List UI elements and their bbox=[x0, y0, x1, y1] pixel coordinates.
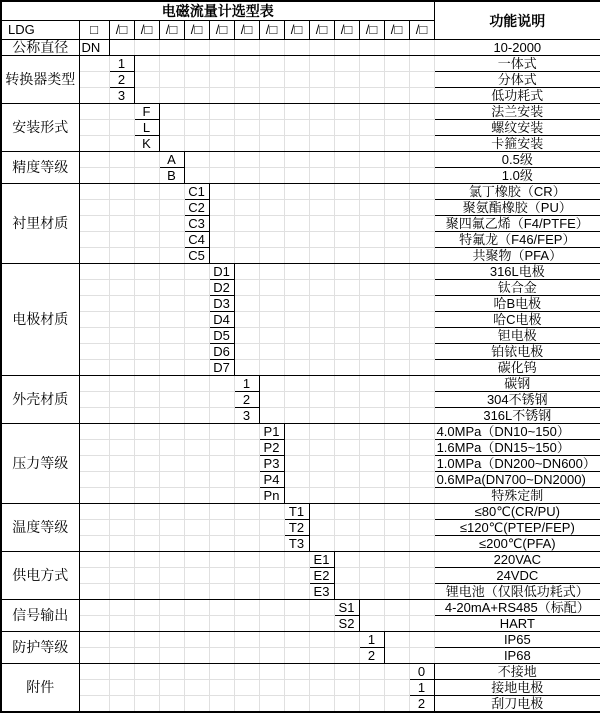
model-slot-box: /□ bbox=[334, 21, 359, 40]
table-row bbox=[1, 632, 600, 648]
description-cell: 特殊定制 bbox=[434, 488, 600, 504]
description-cell: 螺纹安装 bbox=[434, 120, 600, 136]
table-row bbox=[1, 184, 600, 200]
group-label: 防护等级 bbox=[1, 632, 79, 664]
description-cell: 304不锈钢 bbox=[434, 392, 600, 408]
description-cell: 1.0MPa（DN200~DN600） bbox=[434, 456, 600, 472]
table-row bbox=[1, 424, 600, 440]
group-label: 公称直径 bbox=[1, 40, 79, 56]
model-slot-box: /□ bbox=[134, 21, 159, 40]
group-label: 压力等级 bbox=[1, 424, 79, 504]
description-cell: 聚氨酯橡胶（PU） bbox=[434, 200, 600, 216]
description-cell: 特氟龙（F46/FEP） bbox=[434, 232, 600, 248]
table-row bbox=[1, 344, 600, 360]
table-row bbox=[1, 648, 600, 664]
code-cell: D6 bbox=[209, 344, 234, 360]
description-cell: 铂铱电极 bbox=[434, 344, 600, 360]
description-cell: 刮刀电极 bbox=[434, 696, 600, 713]
code-cell: D1 bbox=[209, 264, 234, 280]
code-cell: 2 bbox=[234, 392, 259, 408]
code-cell: 0 bbox=[409, 664, 434, 680]
description-cell: ≤120℃(PTEP/FEP) bbox=[434, 520, 600, 536]
table-row bbox=[1, 136, 600, 152]
code-cell: C2 bbox=[184, 200, 209, 216]
table-row bbox=[1, 72, 600, 88]
code-cell: P4 bbox=[259, 472, 284, 488]
description-cell: 低功耗式 bbox=[434, 88, 600, 104]
description-cell: IP65 bbox=[434, 632, 600, 648]
description-cell: 钽电极 bbox=[434, 328, 600, 344]
table-row bbox=[1, 408, 600, 424]
description-cell: 316L电极 bbox=[434, 264, 600, 280]
code-cell: A bbox=[159, 152, 184, 168]
model-slot-box: /□ bbox=[209, 21, 234, 40]
code-cell: D4 bbox=[209, 312, 234, 328]
code-cell: D3 bbox=[209, 296, 234, 312]
code-cell: D2 bbox=[209, 280, 234, 296]
code-cell: P1 bbox=[259, 424, 284, 440]
table-row bbox=[1, 440, 600, 456]
table-row bbox=[1, 552, 600, 568]
table-row bbox=[1, 296, 600, 312]
code-cell: C3 bbox=[184, 216, 209, 232]
description-cell: 卡箍安装 bbox=[434, 136, 600, 152]
description-cell: 分体式 bbox=[434, 72, 600, 88]
group-label: 供电方式 bbox=[1, 552, 79, 600]
code-cell: Pn bbox=[259, 488, 284, 504]
group-label: 附件 bbox=[1, 664, 79, 713]
model-slot-box: /□ bbox=[109, 21, 134, 40]
code-cell: E2 bbox=[309, 568, 334, 584]
table-row bbox=[1, 520, 600, 536]
description-cell: 哈B电极 bbox=[434, 296, 600, 312]
code-cell: F bbox=[134, 104, 159, 120]
code-cell: C1 bbox=[184, 184, 209, 200]
description-cell: ≤200℃(PFA) bbox=[434, 536, 600, 552]
model-prefix: LDG bbox=[1, 21, 79, 40]
description-cell: 共聚物（PFA） bbox=[434, 248, 600, 264]
description-cell: 锂电池（仅限低功耗式） bbox=[434, 584, 600, 600]
group-label: 温度等级 bbox=[1, 504, 79, 552]
table-row bbox=[1, 232, 600, 248]
table-row bbox=[1, 120, 600, 136]
code-cell: D7 bbox=[209, 360, 234, 376]
table-row bbox=[1, 104, 600, 120]
code-cell: C5 bbox=[184, 248, 209, 264]
code-cell: P3 bbox=[259, 456, 284, 472]
description-cell: 碳钢 bbox=[434, 376, 600, 392]
model-slot-box: /□ bbox=[184, 21, 209, 40]
code-cell: 1 bbox=[234, 376, 259, 392]
code-cell: 2 bbox=[109, 72, 134, 88]
model-slot-box: /□ bbox=[284, 21, 309, 40]
description-cell: 0.5级 bbox=[434, 152, 600, 168]
description-cell: 不接地 bbox=[434, 664, 600, 680]
function-column-header: 功能说明 bbox=[434, 1, 600, 40]
table-row bbox=[1, 584, 600, 600]
code-cell: B bbox=[159, 168, 184, 184]
model-slot-box: /□ bbox=[159, 21, 184, 40]
group-label: 衬里材质 bbox=[1, 184, 79, 264]
table-row bbox=[1, 696, 600, 713]
description-cell: 法兰安装 bbox=[434, 104, 600, 120]
code-cell: K bbox=[134, 136, 159, 152]
code-cell: 2 bbox=[409, 696, 434, 713]
model-slot-box: /□ bbox=[409, 21, 434, 40]
table-row bbox=[1, 280, 600, 296]
code-cell: S2 bbox=[334, 616, 359, 632]
code-cell: T3 bbox=[284, 536, 309, 552]
description-cell: HART bbox=[434, 616, 600, 632]
description-cell: 一体式 bbox=[434, 56, 600, 72]
table-row bbox=[1, 600, 600, 616]
description-cell: 220VAC bbox=[434, 552, 600, 568]
group-label: 电极材质 bbox=[1, 264, 79, 376]
description-cell: 1.0级 bbox=[434, 168, 600, 184]
table-row bbox=[1, 616, 600, 632]
table-row bbox=[1, 488, 600, 504]
model-slot-box: /□ bbox=[359, 21, 384, 40]
description-cell: 316L不锈钢 bbox=[434, 408, 600, 424]
description-cell: 0.6MPa(DN700~DN2000) bbox=[434, 472, 600, 488]
table-row bbox=[1, 376, 600, 392]
description-cell: IP68 bbox=[434, 648, 600, 664]
description-cell: 聚四氟乙烯（F4/PTFE） bbox=[434, 216, 600, 232]
table-row bbox=[1, 56, 600, 72]
code-cell: 1 bbox=[359, 632, 384, 648]
table-row bbox=[1, 392, 600, 408]
model-slot-box: /□ bbox=[259, 21, 284, 40]
code-cell: L bbox=[134, 120, 159, 136]
description-cell: 1.6MPa（DN15~150） bbox=[434, 440, 600, 456]
code-cell: E3 bbox=[309, 584, 334, 600]
description-cell: 接地电极 bbox=[434, 680, 600, 696]
title-row bbox=[1, 1, 600, 21]
table-row bbox=[1, 360, 600, 376]
table-row bbox=[1, 200, 600, 216]
code-cell: P2 bbox=[259, 440, 284, 456]
table-row bbox=[1, 568, 600, 584]
description-cell: 24VDC bbox=[434, 568, 600, 584]
code-cell: T2 bbox=[284, 520, 309, 536]
table-row bbox=[1, 264, 600, 280]
code-cell: C4 bbox=[184, 232, 209, 248]
table-row bbox=[1, 88, 600, 104]
table-row bbox=[1, 664, 600, 680]
table-row bbox=[1, 40, 600, 56]
table-row bbox=[1, 248, 600, 264]
table-row bbox=[1, 328, 600, 344]
code-cell: 3 bbox=[109, 88, 134, 104]
model-first-box: □ bbox=[79, 21, 109, 40]
model-slot-box: /□ bbox=[384, 21, 409, 40]
group-label: 精度等级 bbox=[1, 152, 79, 184]
code-cell: E1 bbox=[309, 552, 334, 568]
group-label: 安装形式 bbox=[1, 104, 79, 152]
code-cell: T1 bbox=[284, 504, 309, 520]
description-cell: 钛合金 bbox=[434, 280, 600, 296]
model-slot-box: /□ bbox=[309, 21, 334, 40]
code-cell: 2 bbox=[359, 648, 384, 664]
table-row bbox=[1, 680, 600, 696]
table-row bbox=[1, 168, 600, 184]
table-row bbox=[1, 472, 600, 488]
table-row bbox=[1, 312, 600, 328]
code-cell: DN bbox=[79, 40, 109, 56]
code-cell: S1 bbox=[334, 600, 359, 616]
code-cell: 3 bbox=[234, 408, 259, 424]
description-cell: 碳化钨 bbox=[434, 360, 600, 376]
model-slot-box: /□ bbox=[234, 21, 259, 40]
group-label: 外壳材质 bbox=[1, 376, 79, 424]
table-row bbox=[1, 504, 600, 520]
table-row bbox=[1, 152, 600, 168]
description-cell: 4-20mA+RS485（标配） bbox=[434, 600, 600, 616]
table-row bbox=[1, 456, 600, 472]
code-cell: 1 bbox=[109, 56, 134, 72]
code-cell: 1 bbox=[409, 680, 434, 696]
description-cell: 哈C电极 bbox=[434, 312, 600, 328]
page-title: 电磁流量计选型表 bbox=[1, 1, 434, 21]
table-row bbox=[1, 536, 600, 552]
description-cell: 氯丁橡胶（CR） bbox=[434, 184, 600, 200]
description-cell: ≤80℃(CR/PU) bbox=[434, 504, 600, 520]
table-row bbox=[1, 216, 600, 232]
group-label: 转换器类型 bbox=[1, 56, 79, 104]
group-label: 信号输出 bbox=[1, 600, 79, 632]
description-cell: 10-2000 bbox=[434, 40, 600, 56]
code-cell: D5 bbox=[209, 328, 234, 344]
description-cell: 4.0MPa（DN10~150） bbox=[434, 424, 600, 440]
